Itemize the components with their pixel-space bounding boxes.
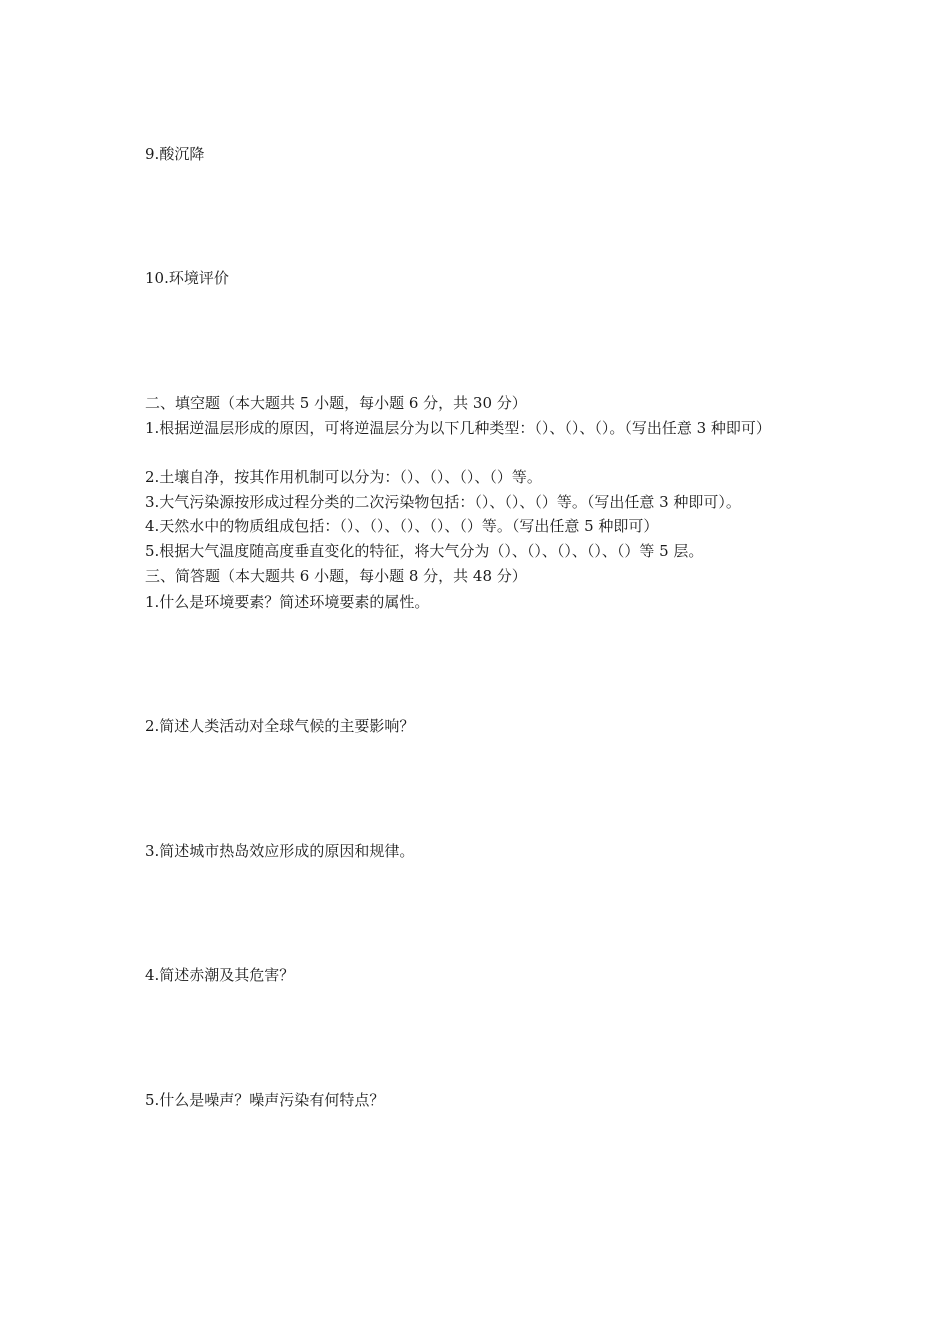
short-answer-item-2: 2.简述人类活动对全球气候的主要影响？ <box>145 717 415 735</box>
short-answer-item-5: 5.什么是噪声？噪声污染有何特点？ <box>145 1091 385 1109</box>
fill-blank-item-5: 5.根据大气温度随高度垂直变化的特征，将大气分为（）、（）、（）、（）、（）等 5 层。 <box>145 542 704 560</box>
definition-term: 酸沉降 <box>159 145 205 163</box>
definition-item-10 <box>145 268 229 288</box>
short-answer-item-4: 4.简述赤潮及其危害？ <box>145 966 295 984</box>
fill-blank-item-4: 4.天然水中的物质组成包括：（）、（）、（）、（）、（）等。（写出任意 5 种即可） <box>145 517 659 535</box>
fill-blank-item-2: 2.土壤自净，按其作用机制可以分为：（）、（）、（）、（）等。 <box>145 468 542 486</box>
fill-blank-heading: 二、填空题（本大题共 5 小题，每小题 6 分，共 30 分） <box>145 394 527 412</box>
short-answer-item-1: 1.什么是环境要素？简述环境要素的属性。 <box>145 593 430 611</box>
fill-blank-item-1: 1.根据逆温层形成的原因，可将逆温层分为以下几种类型：（）、（）、（）。（写出任意 3 种即可） <box>145 419 771 437</box>
definition-number: 10. <box>145 269 169 287</box>
definition-number: 9. <box>145 145 160 163</box>
short-answer-item-3: 3.简述城市热岛效应形成的原因和规律。 <box>145 842 415 860</box>
short-answer-heading: 三、简答题（本大题共 6 小题，每小题 8 分，共 48 分） <box>145 567 527 585</box>
definition-term: 环境评价 <box>168 269 229 287</box>
definition-item-9 <box>145 144 204 164</box>
fill-blank-item-3: 3.大气污染源按形成过程分类的二次污染物包括：（）、（）、（）等。（写出任意 3 种即可）。 <box>145 493 741 511</box>
